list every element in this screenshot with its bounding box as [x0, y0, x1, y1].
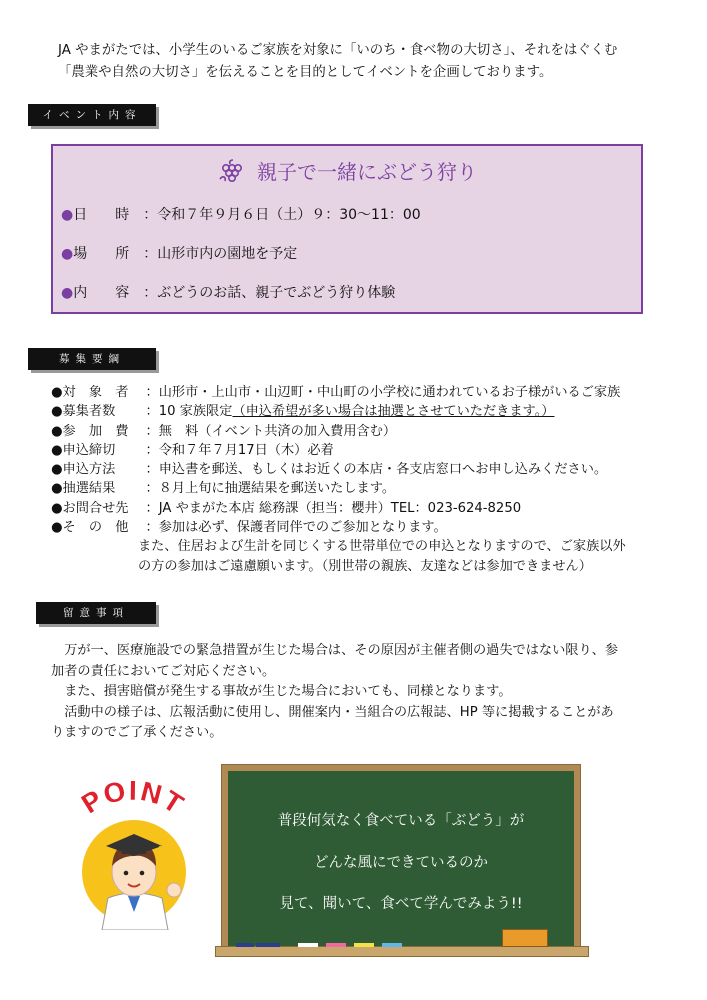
event-row-place: ●場 所 ：山形市内の園地を予定 — [61, 246, 298, 262]
recruit-row-other: ●そ の 他 ：参加は必ず、保護者同伴でのご参加となります。 — [51, 520, 447, 536]
eraser-icon — [256, 943, 280, 947]
recruit-list — [51, 383, 671, 576]
bullet-icon: ● — [61, 207, 74, 223]
eraser-icon — [236, 943, 254, 947]
event-section-tag: イベント内容 — [28, 104, 156, 126]
recruit-row-method: ●申込方法 ：申込書を郵送、もしくはお近くの本店・各支店窓口へお申し込みください。 — [51, 462, 608, 478]
point-illustration — [62, 780, 202, 930]
grape-icon — [217, 159, 245, 188]
notes-p2: また、損害賠償が発生する事故が生じた場合においても、同様となります。 — [64, 684, 512, 699]
recruit-other-cont-2: の方の参加はご遠慮願います。（別世帯の親族、友達などは参加できません） — [138, 558, 592, 574]
intro-line-2: 「農業や自然の大切さ」を伝えることを目的としてイベントを企画しております。 — [58, 65, 553, 80]
chalkboard-ledge — [215, 946, 589, 957]
event-title-text: 親子で一緒にぶどう狩り — [257, 160, 477, 184]
intro-text — [58, 40, 678, 84]
notes-text — [51, 641, 663, 744]
notes-p1b: 加者の責任においてご対応ください。 — [51, 663, 276, 679]
recruit-row-deadline: ●申込締切 ：令和７年７月17日（木）必着 — [51, 442, 334, 458]
notes-p3b: りますのでご了承ください。 — [51, 725, 223, 740]
notes-p1a: 万が一、医療施設での緊急措置が生じた場合は、その原因が主催者側の過失ではない限り、参 — [64, 643, 619, 658]
recruit-row-count: ●募集者数 ：10 家族限定（申込希望が多い場合は抽選とさせていただきます。） — [51, 404, 555, 420]
recruit-row-target: ●対 象 者 ：山形市・上山市・山辺町・中山町の小学校に通われているお子様がいるご家族 — [51, 385, 621, 400]
svg-text:POINT — [76, 780, 189, 822]
recruit-section-tag: 募集要綱 — [28, 348, 156, 370]
chalk-pink-icon — [326, 943, 346, 947]
chalk-white-icon — [298, 943, 318, 947]
event-row-date: ●日 時 ：令和７年９月６日（土）９：30～11：00 — [61, 207, 421, 223]
notes-section-tag: 留意事項 — [36, 602, 156, 624]
recruit-row-fee: ●参 加 費 ：無 料（イベント共済の加入費用含む） — [51, 423, 397, 439]
recruit-row-contact: ●お問合せ先 ：JA やまがた本店 総務課（担当：櫻井）TEL：023-624-8250 — [51, 500, 522, 516]
chalk-yellow-icon — [354, 943, 374, 947]
event-title — [53, 156, 641, 188]
bullet-icon: ● — [61, 246, 74, 262]
board-line-1: 普段何気なく食べている「ぶどう」が — [277, 813, 525, 829]
notes-p3a: 活動中の様子は、広報活動に使用し、開催案内・当組合の広報誌、HP 等に掲載することがあ — [64, 704, 614, 720]
event-box — [51, 144, 643, 314]
chalkboard-frame — [221, 764, 581, 954]
chalk-blue-icon — [382, 943, 402, 947]
intro-line-1: JA やまがたでは、小学生のいるご家族を対象に「いのち・食べ物の大切さ」、それをはぐくむ — [58, 43, 618, 58]
recruit-row-result: ●抽選結果 ：８月上旬に抽選結果を郵送いたします。 — [51, 481, 396, 497]
chalkboard — [228, 771, 574, 947]
recruit-other-cont-1: また、住居および生計を同じくする世帯単位での申込となりますので、ご家族以外 — [138, 539, 626, 555]
teacher-icon — [62, 780, 202, 930]
bullet-icon: ● — [61, 285, 74, 301]
eraser-box-icon — [502, 929, 548, 947]
event-row-content: ●内 容 ：ぶどうのお話、親子でぶどう狩り体験 — [61, 285, 396, 301]
point-word: POINT — [75, 780, 189, 822]
board-line-3: 見て、聞いて、食べて学んでみよう!! — [279, 896, 523, 912]
board-line-2: どんな風にできているのか — [314, 855, 488, 871]
